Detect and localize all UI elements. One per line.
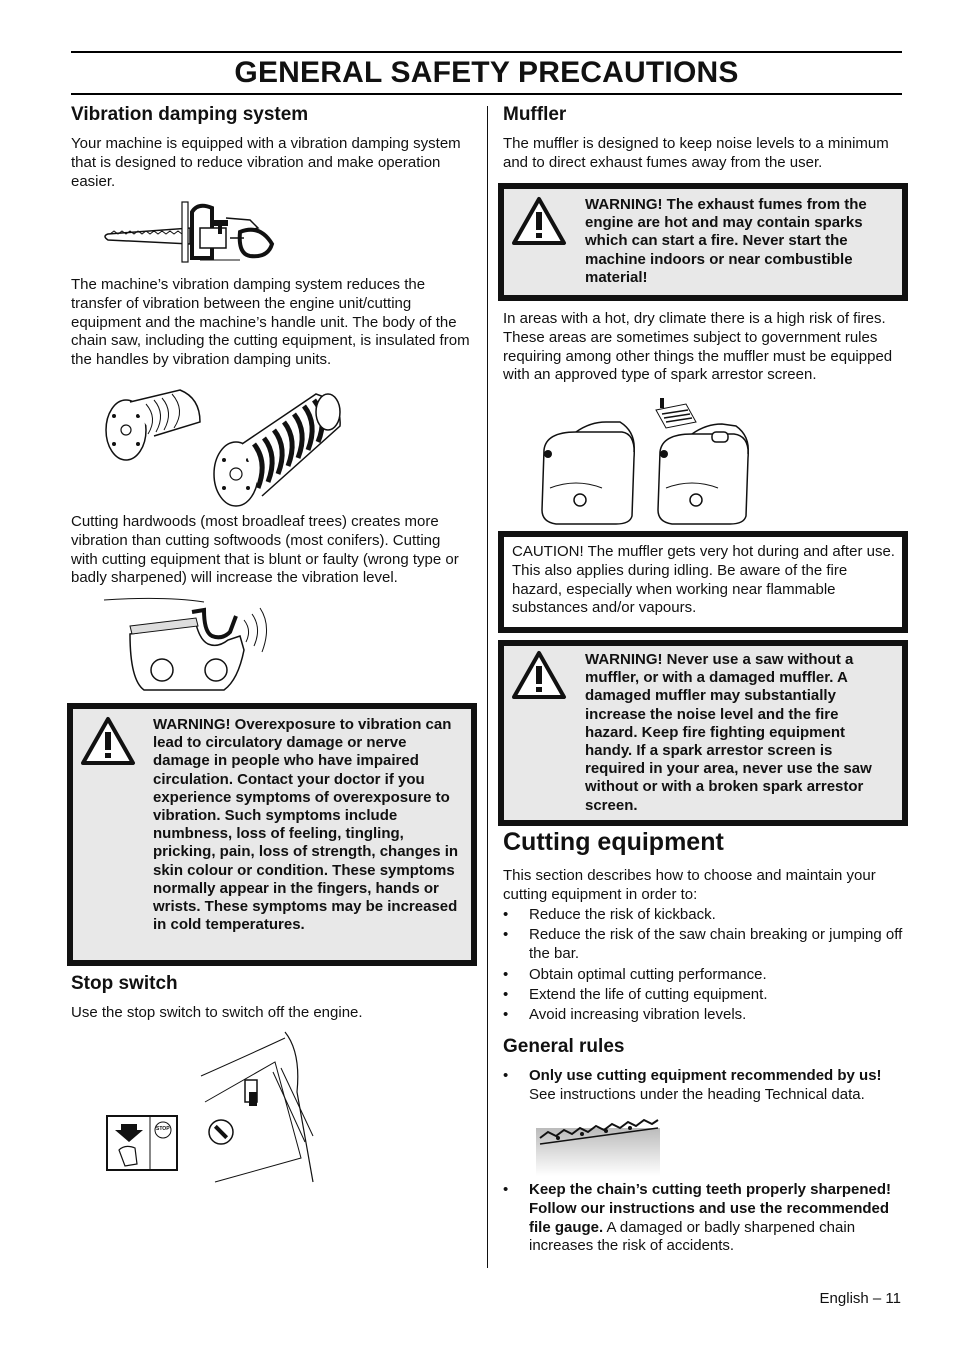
stop-label: STOP bbox=[156, 1126, 170, 1132]
rule-2-text: A damaged or badly sharpened chain increases the risk of accidents. bbox=[529, 1218, 856, 1255]
warning-triangle-icon bbox=[511, 196, 567, 246]
rule-1-bold: Only use cutting equipment recommended by us! bbox=[529, 1067, 882, 1084]
vibration-warning-text: WARNING! Overexposure to vibration can lead to circulatory damage or nerve damage in people who have impaired circulation. Contact your doctor if you experience symptoms of overexposure to vibration. Such symptoms include numbness, loss of feeling, tingling, pricking, pain, loss of strength, changes in skin colour or condition. These symptoms normally appear in the fingers, hands or wrists. These symptoms may be increased in cold temperatures. bbox=[153, 716, 459, 934]
damping-units-illustration bbox=[102, 378, 352, 510]
cutting-bullet-list bbox=[503, 906, 903, 1027]
general-rule-1 bbox=[503, 1067, 903, 1106]
hardwoods-text: Cutting hardwoods (most broadleaf trees) creates more vibration than cutting softwoods (most conifers). Cutting with cutting equipment that is blunt or faulty (wrong type or badly sharpened) will increase the vibration level. bbox=[71, 513, 459, 587]
stop-switch-illustration bbox=[105, 1032, 325, 1182]
chainsaw-illustration bbox=[100, 198, 280, 272]
list-item: • Keep the chain’s cutting teeth properly sharpened! Follow our instructions and use the recommended file gauge. A damaged or badly sharpened chain increases the risk of accidents. bbox=[503, 1181, 892, 1255]
general-rule-2 bbox=[503, 1181, 903, 1258]
rule-1-text: See instructions under the heading Technical data. bbox=[529, 1085, 865, 1103]
cutting-intro: This section describes how to choose and maintain your cutting equipment in order to: bbox=[503, 867, 876, 903]
caution-text: CAUTION! The muffler gets very hot during and after use. This also applies during idling. Be aware of the fire hazard, especially when working near flammable substances and/or vapours. bbox=[512, 543, 895, 617]
header-rule-bottom bbox=[71, 93, 902, 95]
list-item: • Reduce the risk of kickback. bbox=[503, 906, 716, 923]
warning-triangle-icon bbox=[80, 716, 136, 766]
stop-switch-heading: Stop switch bbox=[71, 973, 178, 994]
saw-chain-illustration bbox=[536, 1114, 660, 1176]
muffler-intro: The muffler is designed to keep noise levels to a minimum and to direct exhaust fumes away from the user. bbox=[503, 135, 889, 171]
column-divider bbox=[487, 106, 488, 1268]
cutter-tooth-illustration bbox=[104, 596, 276, 694]
general-rules-heading: General rules bbox=[503, 1036, 625, 1057]
vibration-body: The machine’s vibration damping system reduces the transfer of vibration between the engine unit/cutting equipment and the machine’s handle unit. The body of the chain saw, including the cutting equipment, is insulated from the handles by vibration damping units. bbox=[71, 276, 470, 369]
list-item: • Only use cutting equipment recommended by us! See instructions under the heading Technical data. bbox=[503, 1067, 882, 1103]
muffler-warning-text: WARNING! The exhaust fumes from the engine are hot and may contain sparks which can start a fire. Never start the machine indoors or near combustible material! bbox=[585, 196, 867, 286]
muffler-warning-2-text: WARNING! Never use a saw without a muffler, or with a damaged muffler. A damaged muffler may substantially increase the noise level and the fire hazard. Keep fire fighting equipment handy. If a spark arrestor screen is required in your area, never use the saw without or with a broken spark arrestor screen. bbox=[585, 651, 872, 814]
vibration-intro: Your machine is equipped with a vibration damping system that is designed to reduce vibration and make operation easier. bbox=[71, 135, 461, 190]
cutting-equipment-heading: Cutting equipment bbox=[503, 828, 724, 856]
fires-text: In areas with a hot, dry climate there is a high risk of fires. These areas are sometimes subject to government rules requiring among other things the muffler must be equipped with an approved type of spark arrestor screen. bbox=[503, 310, 893, 384]
list-item: • Avoid increasing vibration levels. bbox=[503, 1006, 747, 1024]
vibration-heading: Vibration damping system bbox=[71, 104, 309, 125]
muffler-illustration bbox=[536, 392, 756, 526]
stop-switch-text: Use the stop switch to switch off the engine. bbox=[71, 1004, 363, 1021]
list-item: • Reduce the risk of the saw chain breaking or jumping off the bar. bbox=[503, 926, 903, 963]
page-title: GENERAL SAFETY PRECAUTIONS bbox=[234, 56, 739, 89]
warning-triangle-icon bbox=[511, 650, 567, 700]
page-number: English – 11 bbox=[819, 1290, 901, 1307]
list-item: • Obtain optimal cutting performance. bbox=[503, 965, 767, 983]
list-item: • Extend the life of cutting equipment. bbox=[503, 985, 768, 1003]
header-rule-top bbox=[71, 51, 902, 53]
rule-2-bold: Keep the chain’s cutting teeth properly sharpened! Follow our instructions and use the recommended file gauge. bbox=[529, 1181, 892, 1236]
muffler-heading: Muffler bbox=[503, 104, 567, 125]
